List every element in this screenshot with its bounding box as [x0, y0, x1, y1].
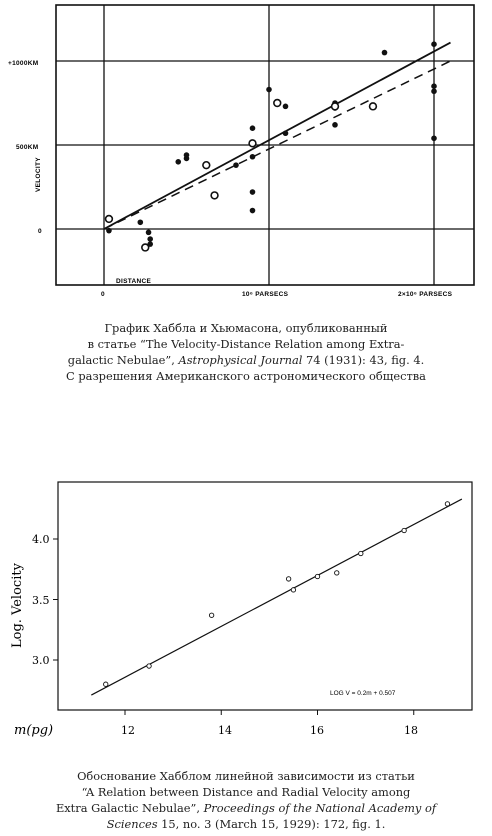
- chart2-point: [209, 613, 213, 617]
- x-tick-label-2e6: 2×10⁶ PARSECS: [398, 291, 453, 298]
- log-velocity-chart: [0, 470, 492, 770]
- chart1-filled-point: [250, 208, 256, 214]
- chart1-open-point: [211, 192, 218, 199]
- chart2-xlabel: m(pg): [14, 723, 54, 738]
- chart1-open-point: [203, 162, 210, 169]
- caption2-line1: Обоснование Хабблом линейной зависимости из статьи: [77, 769, 415, 783]
- chart2-x-tick-labels: [121, 724, 418, 737]
- chart1-filled-point: [332, 122, 338, 128]
- chart1-filled-point: [431, 83, 437, 89]
- chart2-frame: [58, 482, 472, 710]
- chart2-point: [335, 571, 339, 575]
- caption1-line1: График Хаббла и Хьюмасона, опубликованный: [104, 321, 388, 335]
- x-tick-label-18: 18: [404, 724, 418, 737]
- chart2-point: [104, 682, 108, 686]
- chart1-filled-point: [146, 230, 152, 236]
- chart1-solid-line: [104, 43, 451, 229]
- x-tick-label-16: 16: [310, 724, 324, 737]
- y-tick-label-4.0: 4.0: [32, 533, 50, 546]
- chart1-caption: [0, 320, 492, 384]
- chart1-points: [106, 41, 437, 250]
- chart1-filled-point: [233, 162, 239, 168]
- chart2-equation: LOG V = 0.2m + 0.507: [330, 690, 396, 697]
- caption1-line3: galactic Nebulae”, Astrophysical Journal 74 (1931): 43, fig. 4.: [67, 353, 425, 367]
- chart1-filled-point: [266, 87, 272, 93]
- chart1-xlabel: DISTANCE: [116, 278, 152, 285]
- caption1-line4: С разрешения Американского астрономического общества: [66, 369, 426, 383]
- chart2-point: [402, 528, 406, 532]
- chart1-filled-point: [250, 189, 256, 195]
- chart1-filled-point: [431, 135, 437, 141]
- chart1-open-point: [370, 103, 377, 110]
- y-tick-label-3.0: 3.0: [32, 654, 50, 667]
- chart2-points: [104, 502, 450, 687]
- chart2-point: [445, 502, 449, 506]
- chart1-filled-point: [382, 50, 388, 56]
- chart2-y-tick-labels: [32, 533, 50, 667]
- chart1-filled-point: [250, 154, 256, 160]
- chart1-filled-point: [431, 41, 437, 47]
- chart2-point: [286, 577, 290, 581]
- x-tick-label-1e6: 10⁶ PARSECS: [242, 291, 289, 298]
- x-tick-label-0: 0: [101, 291, 105, 298]
- chart1-filled-point: [250, 125, 256, 131]
- chart1-open-point: [142, 244, 149, 251]
- chart1-ylabel: VELOCITY: [35, 157, 42, 192]
- chart1-open-point: [106, 216, 113, 223]
- chart1-filled-point: [147, 236, 153, 242]
- caption2-line2: “A Relation between Distance and Radial Velocity among: [81, 785, 411, 799]
- velocity-distance-chart: [0, 0, 492, 320]
- chart1-filled-point: [138, 219, 144, 225]
- chart2-caption: [0, 768, 492, 832]
- chart2-ylabel: Log. Velocity: [10, 563, 25, 648]
- chart1-filled-point: [106, 228, 112, 234]
- chart2-point: [315, 574, 319, 578]
- chart1-filled-point: [175, 159, 181, 165]
- y-tick-label-3.5: 3.5: [32, 594, 50, 607]
- x-tick-label-14: 14: [218, 724, 232, 737]
- chart2-ticks: [53, 539, 414, 715]
- chart1-filled-point: [283, 104, 289, 110]
- chart1-filled-point: [184, 152, 190, 158]
- chart2-point: [147, 664, 151, 668]
- chart1-fit-lines: [104, 43, 451, 229]
- chart1-filled-point: [283, 130, 289, 136]
- caption2-line4: Sciences 15, no. 3 (March 15, 1929): 172, fig. 1.: [106, 817, 386, 831]
- caption2-line3: Extra Galactic Nebulae”, Proceedings of the National Academy of: [55, 801, 437, 815]
- chart1-open-point: [274, 100, 281, 107]
- caption1-line2: в статье “The Velocity-Distance Relation among Extra-: [87, 337, 405, 351]
- chart1-open-point: [332, 103, 339, 110]
- chart2-point: [359, 551, 363, 555]
- chart1-x-tick-labels: [101, 291, 453, 298]
- chart1-filled-point: [431, 88, 437, 94]
- y-tick-label-500: 500KM: [16, 144, 39, 151]
- x-tick-label-12: 12: [121, 724, 135, 737]
- chart1-y-tick-labels: [8, 60, 42, 235]
- chart1-grid: [56, 5, 474, 285]
- y-tick-label-1000: +1000KM: [8, 60, 39, 67]
- chart1-open-point: [249, 140, 256, 147]
- y-tick-label-0: 0: [38, 228, 42, 235]
- chart2-point: [291, 588, 295, 592]
